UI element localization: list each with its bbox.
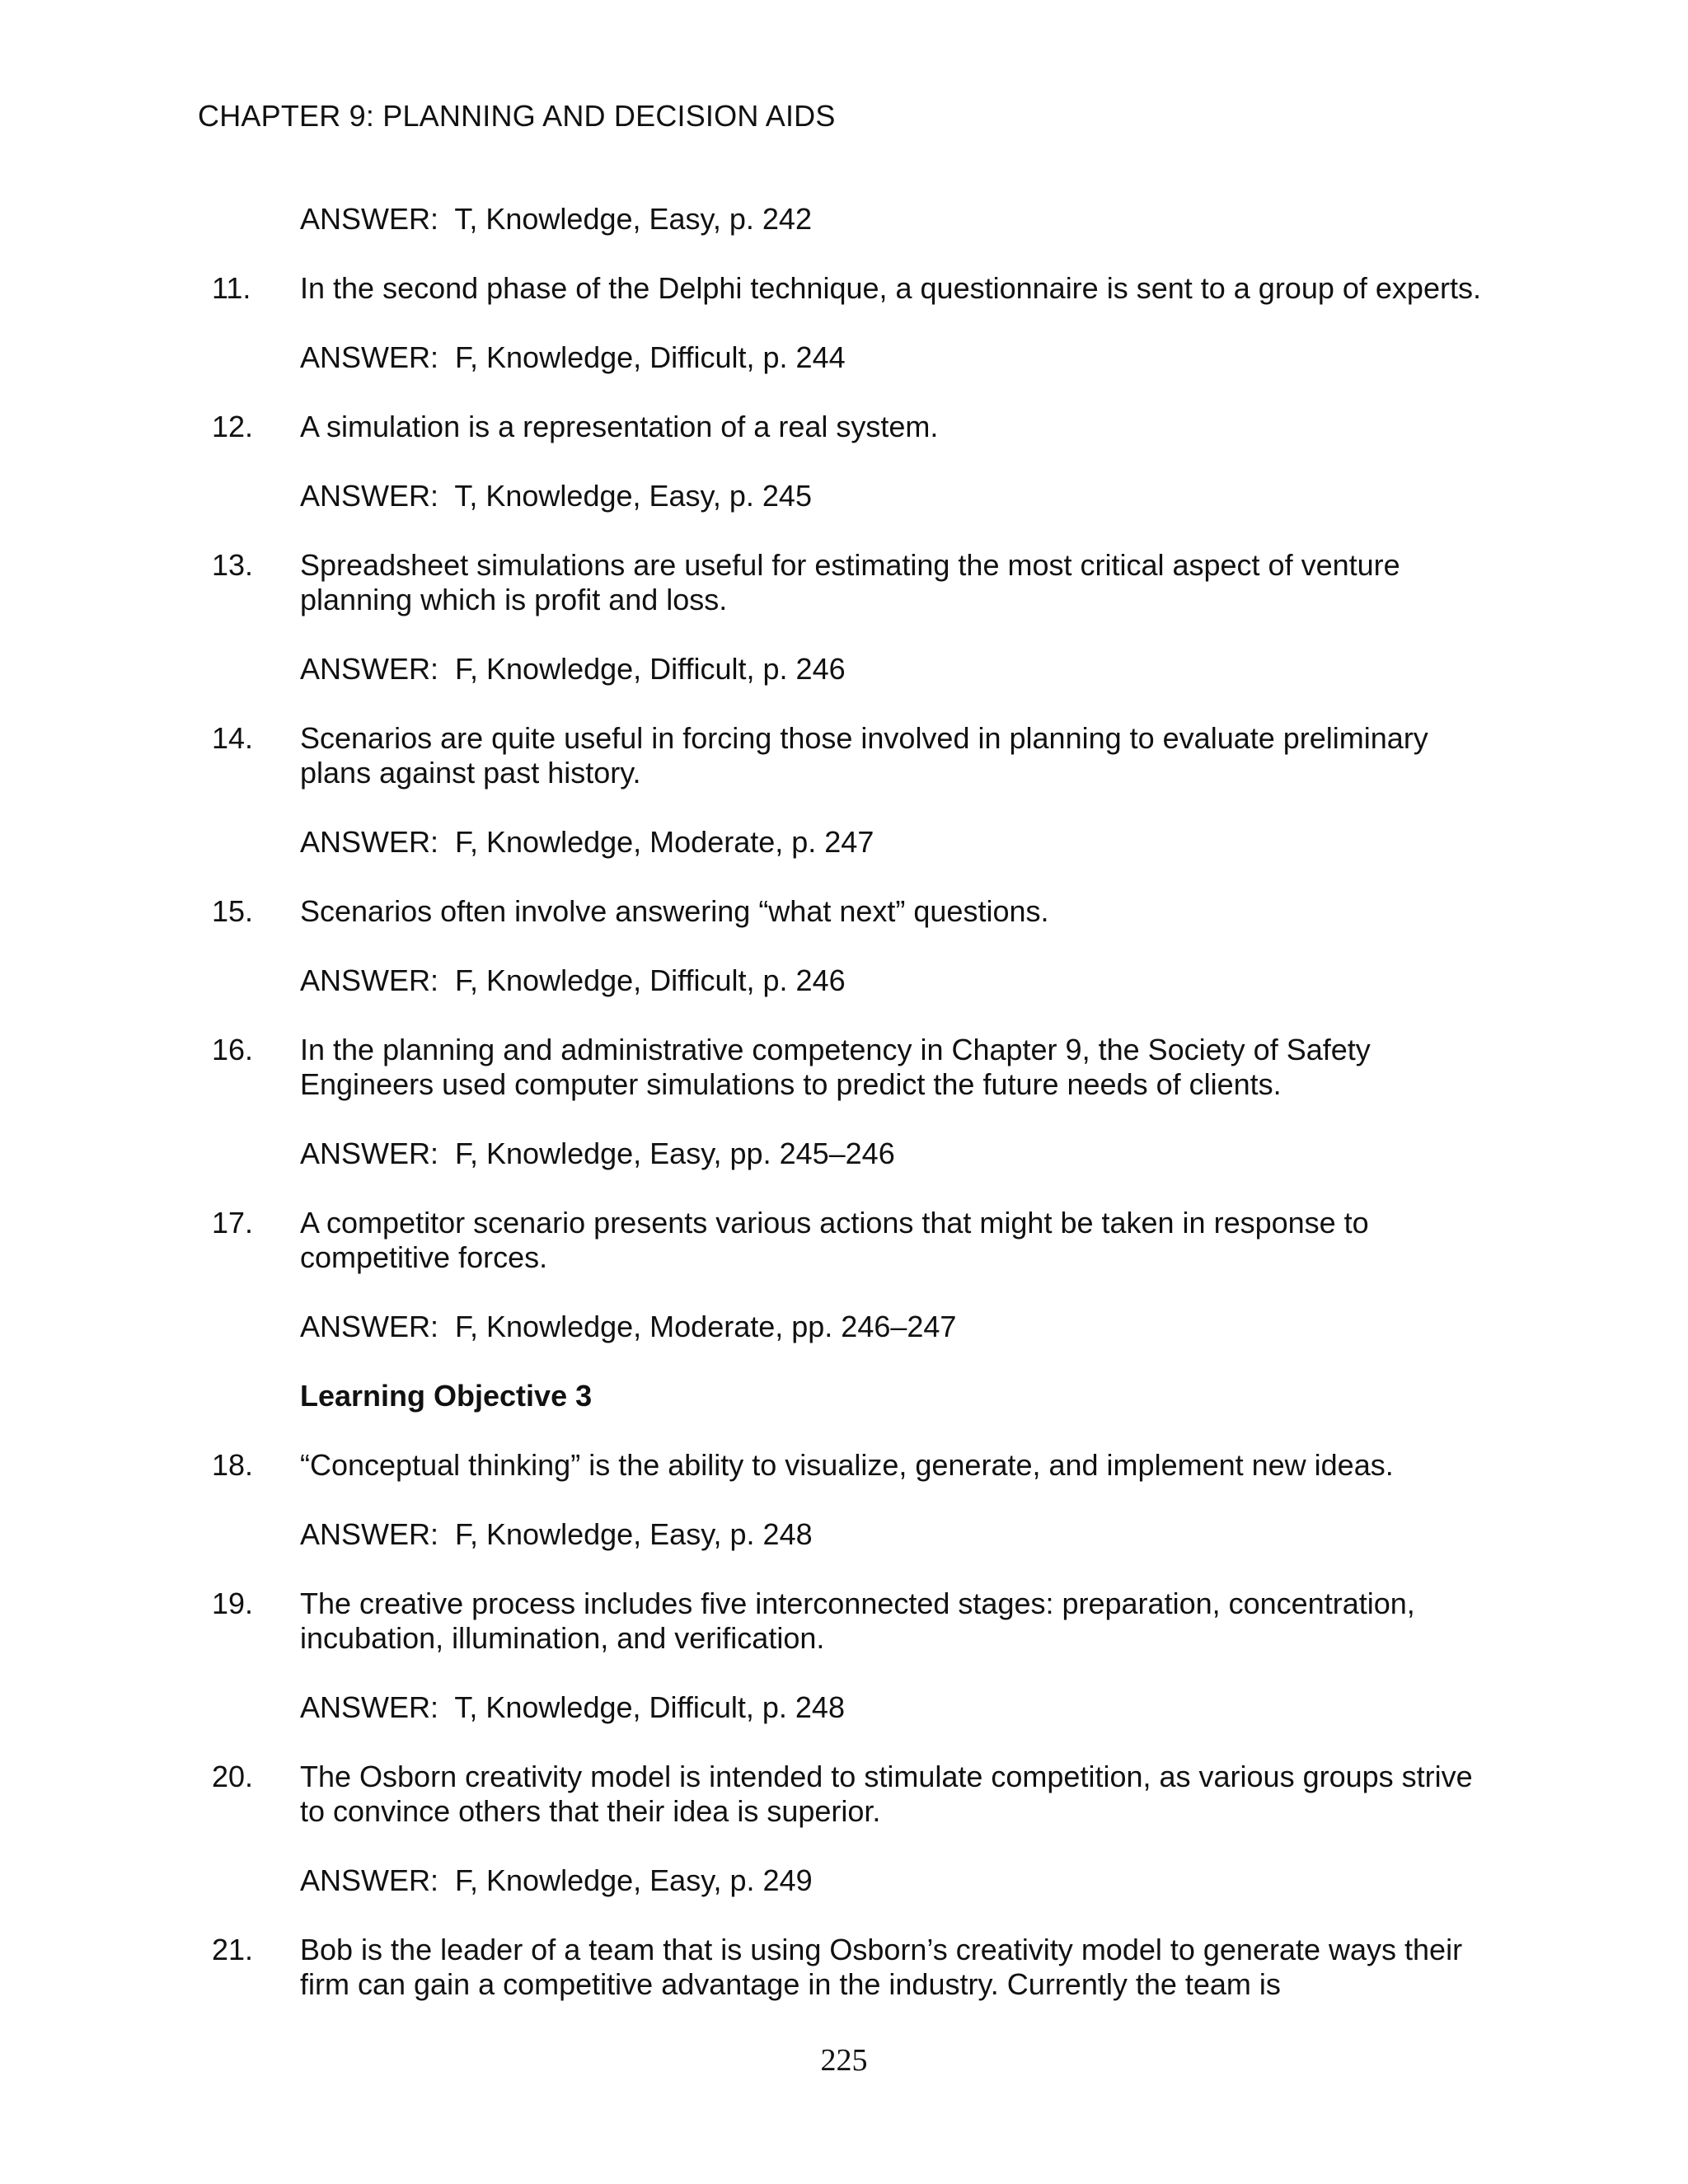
question-number: 12. bbox=[212, 410, 254, 443]
question-number: 14. bbox=[212, 721, 254, 755]
page-number: 225 bbox=[820, 2043, 868, 2078]
question-number: 20. bbox=[212, 1760, 254, 1793]
question-text: Scenarios are quite useful in forcing those involved in planning to evaluate preliminary plans against past history. bbox=[300, 721, 1428, 790]
question-number: 13. bbox=[212, 548, 254, 582]
question-text: In the second phase of the Delphi technique, a questionnaire is sent to a group of experts. bbox=[300, 271, 1481, 305]
question-text: A competitor scenario presents various actions that might be taken in response to competitive forces. bbox=[300, 1206, 1369, 1274]
question-text: Bob is the leader of a team that is using Osborn’s creativity model to generate ways their firm can gain a competitive advantage in the industry. Currently the team is bbox=[300, 1933, 1463, 2001]
question-list bbox=[212, 202, 1498, 2002]
answer-line: ANSWER: F, Knowledge, Difficult, p. 244 bbox=[300, 340, 846, 374]
question-number: 11. bbox=[212, 271, 251, 305]
answer-line: ANSWER: T, Knowledge, Difficult, p. 248 bbox=[300, 1690, 845, 1724]
question-number: 16. bbox=[212, 1033, 254, 1066]
question-item bbox=[212, 1586, 1498, 1656]
answer-line: ANSWER: F, Knowledge, Moderate, p. 247 bbox=[300, 825, 874, 859]
answer-line: ANSWER: F, Knowledge, Easy, p. 248 bbox=[300, 1517, 813, 1551]
question-item bbox=[212, 548, 1498, 617]
question-text: “Conceptual thinking” is the ability to visualize, generate, and implement new ideas. bbox=[300, 1448, 1394, 1482]
question-number: 15. bbox=[212, 894, 254, 928]
answer-line: ANSWER: T, Knowledge, Easy, p. 245 bbox=[300, 479, 812, 513]
question-item bbox=[212, 1760, 1498, 1829]
question-number: 17. bbox=[212, 1206, 254, 1240]
answer-line: ANSWER: F, Knowledge, Easy, p. 249 bbox=[300, 1863, 813, 1897]
question-number: 19. bbox=[212, 1586, 254, 1620]
answer-line: ANSWER: F, Knowledge, Difficult, p. 246 bbox=[300, 652, 846, 686]
question-text: The Osborn creativity model is intended to stimulate competition, as various groups strive to convince others that their idea is superior. bbox=[300, 1760, 1473, 1828]
question-number: 18. bbox=[212, 1448, 254, 1482]
question-item bbox=[212, 894, 1498, 929]
answer-line: ANSWER: T, Knowledge, Easy, p. 242 bbox=[300, 202, 812, 236]
question-text: Scenarios often involve answering “what next” questions. bbox=[300, 894, 1049, 928]
chapter-header: CHAPTER 9: PLANNING AND DECISION AIDS bbox=[198, 99, 836, 133]
question-item bbox=[212, 1933, 1498, 2002]
question-text: In the planning and administrative competency in Chapter 9, the Society of Safety Engineers used computer simulations to predict the future needs of clients. bbox=[300, 1033, 1371, 1101]
question-number: 21. bbox=[212, 1933, 254, 1966]
answer-line: ANSWER: F, Knowledge, Easy, pp. 245–246 bbox=[300, 1137, 895, 1170]
question-text: A simulation is a representation of a real system. bbox=[300, 410, 939, 443]
question-item bbox=[212, 721, 1498, 790]
question-item bbox=[212, 1448, 1498, 1483]
question-item bbox=[212, 1206, 1498, 1275]
question-item bbox=[212, 1033, 1498, 1102]
question-item bbox=[212, 271, 1498, 306]
answer-line: ANSWER: F, Knowledge, Difficult, p. 246 bbox=[300, 963, 846, 997]
answer-line: ANSWER: F, Knowledge, Moderate, pp. 246–247 bbox=[300, 1310, 957, 1343]
learning-objective-heading: Learning Objective 3 bbox=[300, 1379, 593, 1413]
question-text: Spreadsheet simulations are useful for estimating the most critical aspect of venture planning which is profit and loss. bbox=[300, 548, 1400, 616]
question-item bbox=[212, 410, 1498, 444]
question-text: The creative process includes five interconnected stages: preparation, concentration, incubation, illumination, and verification. bbox=[300, 1586, 1415, 1655]
